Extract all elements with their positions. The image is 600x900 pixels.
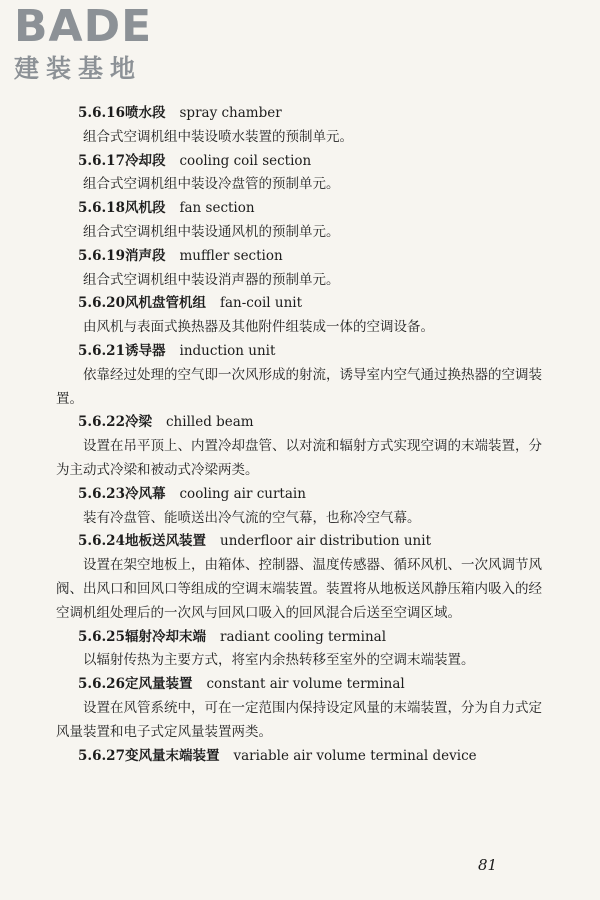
- entry-term-zh: 喷水段: [125, 105, 166, 121]
- entry-number: 5.6.27: [78, 747, 125, 764]
- entry-term-zh: 辐射冷却末端: [125, 628, 206, 645]
- entry-definition: 以辐射传热为主要方式，将室内余热转移至室外的空调末端装置。: [83, 652, 475, 669]
- entry-number: 5.6.24: [78, 533, 125, 550]
- entry-term-zh: 诱导器: [125, 342, 166, 359]
- entry-heading: [78, 245, 548, 269]
- entry-heading: [78, 411, 548, 435]
- entry-term-en: constant air volume terminal: [206, 676, 405, 693]
- entry-term-en: variable air volume terminal device: [233, 747, 477, 764]
- entry-definition: 组合式空调机组中装设冷盘管的预制单元。: [83, 176, 340, 193]
- entry-heading: [78, 745, 548, 769]
- entry-term-en: fan-coil unit: [220, 295, 303, 312]
- entry-term-en: spray chamber: [179, 105, 282, 121]
- entry-definition: 设置在架空地板上，由箱体、控制器、温度传感器、循环风机、一次风调节风阀、出风口和回风口等组成的空调末端装置。装置将从地板送风静压箱内吸入的经空调机组处理后的一次风与回风口吸入的回风混合后送至空调区域。: [56, 557, 542, 621]
- logo-subtitle: 建装基地: [14, 54, 143, 83]
- entry-number: 5.6.21: [78, 342, 125, 359]
- entry-term-en: chilled beam: [166, 414, 254, 431]
- entry-heading: [78, 530, 548, 554]
- entry-term-zh: 消声段: [125, 247, 166, 264]
- entry-definition: 组合式空调机组中装设喷水装置的预制单元。: [83, 128, 353, 145]
- entry-term-zh: 地板送风装置: [125, 533, 206, 550]
- entry-term-zh: 冷却段: [125, 152, 166, 169]
- entry-term-zh: 冷风幕: [125, 485, 166, 502]
- entry-number: 5.6.25: [78, 628, 125, 645]
- entry-definition: 设置在风管系统中，可在一定范围内保持设定风量的末端装置，分为自力式定风量装置和电子式定风量装置两类。: [56, 699, 542, 740]
- entry-definition: 组合式空调机组中装设消声器的预制单元。: [83, 271, 340, 288]
- entry-heading: [78, 340, 548, 364]
- entry-definition: 装有冷盘管、能喷送出冷气流的空气幕，也称冷空气幕。: [83, 509, 421, 526]
- page-number: 81: [478, 856, 498, 874]
- entry-heading: [78, 292, 548, 316]
- entry-number: 5.6.22: [78, 414, 125, 431]
- entry-heading: [78, 483, 548, 507]
- entry-number: 5.6.23: [78, 485, 125, 502]
- entry-number: 5.6.18: [78, 200, 125, 217]
- entry-definition: 依靠经过处理的空气即一次风形成的射流，诱导室内空气通过换热器的空调装置。: [56, 366, 542, 407]
- entry-term-zh: 风机盘管机组: [125, 295, 206, 312]
- entry-term-zh: 定风量装置: [125, 676, 193, 693]
- entry-term-en: radiant cooling terminal: [220, 628, 387, 645]
- entry-number: 5.6.20: [78, 295, 125, 312]
- entry-term-en: fan section: [179, 200, 255, 217]
- glossary-content: [56, 102, 548, 768]
- entry-number: 5.6.16: [78, 105, 125, 121]
- entry-term-zh: 风机段: [125, 200, 166, 217]
- entry-heading: [78, 673, 548, 697]
- entry-heading: [78, 102, 548, 126]
- entry-number: 5.6.26: [78, 676, 125, 693]
- entry-term-zh: 变风量末端装置: [125, 747, 220, 764]
- entry-term-zh: 冷梁: [125, 414, 152, 431]
- entry-term-en: induction unit: [179, 342, 276, 359]
- entry-heading: [78, 150, 548, 174]
- entry-term-en: cooling coil section: [179, 152, 312, 169]
- entry-number: 5.6.19: [78, 247, 125, 264]
- entry-definition: 由风机与表面式换热器及其他附件组装成一体的空调设备。: [83, 319, 434, 336]
- entry-term-en: cooling air curtain: [179, 485, 306, 502]
- logo-brand: BADE: [14, 1, 153, 52]
- entry-term-en: underfloor air distribution unit: [220, 533, 431, 550]
- entry-number: 5.6.17: [78, 152, 125, 169]
- bade-logo: [14, 2, 184, 90]
- entry-term-en: muffler section: [179, 247, 283, 264]
- entry-definition: 设置在吊平顶上、内置冷却盘管、以对流和辐射方式实现空调的末端装置，分为主动式冷梁和被动式冷梁两类。: [56, 438, 542, 478]
- entry-heading: [78, 197, 548, 221]
- entry-definition: 组合式空调机组中装设通风机的预制单元。: [83, 223, 340, 240]
- entry-heading: [78, 626, 548, 650]
